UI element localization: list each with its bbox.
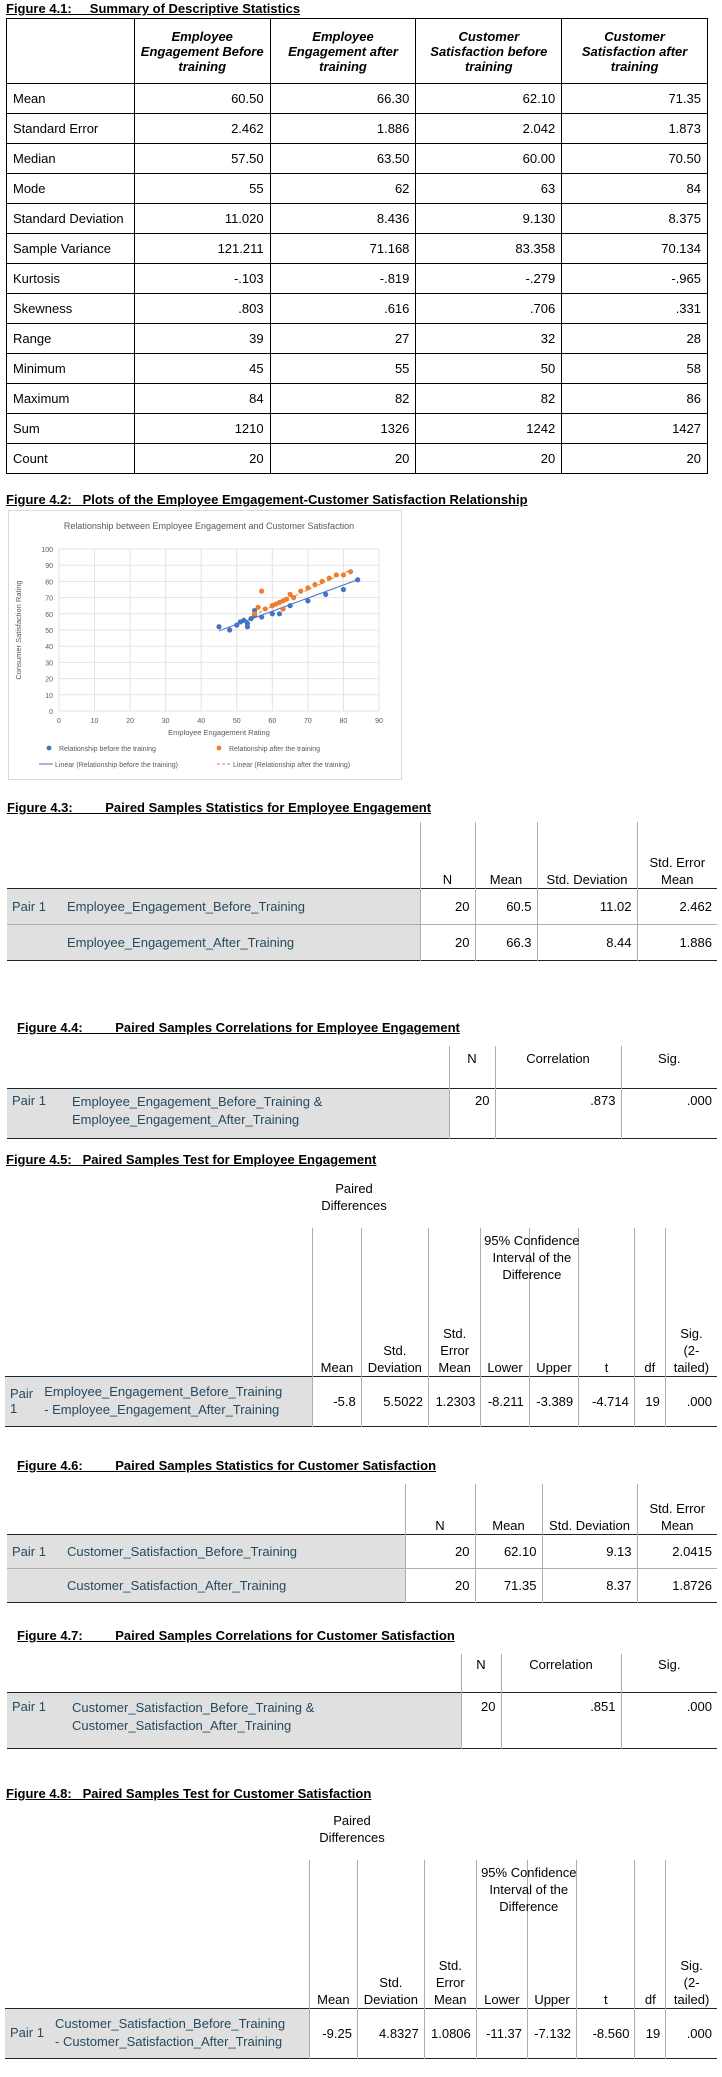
- n-cell: 20: [449, 1088, 495, 1138]
- mean-cell: 66.3: [475, 924, 537, 960]
- figure-4-2-title: Figure 4.2: Plots of the Employee Emgagement-Customer Satisfaction Relationship: [6, 492, 528, 507]
- data-point-after: [263, 606, 268, 611]
- column-header: N: [461, 1654, 501, 1692]
- value-cell: 45: [134, 354, 270, 384]
- x-tick-label: 70: [303, 718, 312, 725]
- value-cell: 71.35: [562, 84, 708, 114]
- variable-label: Customer_Satisfaction_Before_Training: [62, 1534, 405, 1568]
- value-cell: -.819: [270, 264, 416, 294]
- pair-label: Pair 1: [7, 1088, 67, 1138]
- figure-4-7-title: Figure 4.7: Paired Samples Correlations for Customer Satisfaction: [17, 1628, 455, 1643]
- column-header: Correlation: [495, 1046, 621, 1088]
- column-header: Sig.: [621, 1046, 717, 1088]
- row-label: Mode: [7, 174, 135, 204]
- y-tick-label: 80: [45, 579, 53, 587]
- y-axis-label: Consumer Satisfaction Rating: [14, 580, 23, 680]
- value-cell: 2.462: [134, 114, 270, 144]
- figure-4-8-title: Figure 4.8: Paired Samples Test for Customer Satisfaction: [6, 1786, 372, 1801]
- data-point-before: [305, 598, 310, 603]
- value-cell: 20: [562, 444, 708, 474]
- y-tick-label: 60: [45, 611, 53, 619]
- value-cell: 1210: [134, 414, 270, 444]
- value-cell: 32: [416, 324, 562, 354]
- row-label: Kurtosis: [7, 264, 135, 294]
- data-point-after: [348, 569, 353, 574]
- pair-label-empty: [7, 924, 62, 960]
- value-cell: .331: [562, 294, 708, 324]
- sig-cell: .000: [621, 1692, 717, 1748]
- value-cell: -.279: [416, 264, 562, 294]
- pair-label: Pair 1: [7, 1692, 67, 1748]
- value-cell: 84: [562, 174, 708, 204]
- x-tick-label: 40: [197, 718, 206, 725]
- column-header: Customer Satisfaction before training: [416, 19, 562, 84]
- value-cell: 60.50: [134, 84, 270, 114]
- value-cell: 27: [270, 324, 416, 354]
- df-cell: 19: [634, 1376, 665, 1426]
- column-header: N: [405, 1484, 475, 1534]
- row-label: Minimum: [7, 354, 135, 384]
- mean-cell: 60.5: [475, 888, 537, 924]
- figure-4-6-title: Figure 4.6: Paired Samples Statistics for Customer Satisfaction: [17, 1458, 437, 1473]
- value-cell: 1427: [562, 414, 708, 444]
- upper-cell: -3.389: [529, 1376, 578, 1426]
- table-row: [7, 414, 708, 444]
- data-point-before: [270, 611, 275, 616]
- std-deviation-cell: 8.44: [537, 924, 637, 960]
- column-header: Std. Deviation: [542, 1484, 637, 1534]
- chart-title: Relationship between Employee Engagement and Customer Satisfaction: [63, 521, 355, 531]
- header-empty: [7, 822, 62, 888]
- column-header: N: [449, 1046, 495, 1088]
- table-row: [7, 144, 708, 174]
- row-label: Range: [7, 324, 135, 354]
- x-tick-label: 10: [90, 718, 99, 725]
- y-tick-label: 40: [45, 644, 53, 652]
- value-cell: 55: [270, 354, 416, 384]
- table-row: [7, 324, 708, 354]
- value-cell: 1.873: [562, 114, 708, 144]
- data-point-after: [320, 579, 325, 584]
- column-header: N: [420, 822, 475, 888]
- pair-label: Pair 1: [5, 1376, 39, 1426]
- x-tick-label: 0: [57, 718, 61, 725]
- value-cell: 82: [270, 384, 416, 414]
- row-label: Count: [7, 444, 135, 474]
- y-tick-label: 0: [49, 709, 53, 716]
- table-header-row: [7, 19, 708, 84]
- x-tick-label: 20: [126, 718, 135, 725]
- value-cell: 71.168: [270, 234, 416, 264]
- y-tick-label: 70: [45, 595, 53, 603]
- sig-cell: .000: [666, 2008, 717, 2058]
- column-header: Std. Error Mean: [428, 1228, 480, 1376]
- figure-4-1-title: Figure 4.1: Summary of Descriptive Statistics: [6, 1, 301, 16]
- y-tick-label: 90: [45, 563, 53, 571]
- value-cell: 63.50: [270, 144, 416, 174]
- x-tick-label: 50: [232, 718, 241, 725]
- column-header: Mean: [475, 822, 537, 888]
- std-deviation-cell: 5.5022: [361, 1376, 428, 1426]
- data-point-after: [298, 589, 303, 594]
- value-cell: .616: [270, 294, 416, 324]
- value-cell: .706: [416, 294, 562, 324]
- n-cell: 20: [420, 888, 475, 924]
- row-label: Skewness: [7, 294, 135, 324]
- column-header: Std. Error Mean: [424, 1860, 476, 2008]
- value-cell: 20: [416, 444, 562, 474]
- pair-label: Pair 1: [7, 1534, 62, 1568]
- row-label: Median: [7, 144, 135, 174]
- value-cell: 1242: [416, 414, 562, 444]
- sig-cell: .000: [665, 1376, 717, 1426]
- std-deviation-cell: 4.8327: [357, 2008, 424, 2058]
- value-cell: 8.375: [562, 204, 708, 234]
- data-point-after: [284, 597, 289, 602]
- table-row: [7, 1692, 717, 1748]
- column-header: Std. Error Mean: [637, 1484, 717, 1534]
- value-cell: .803: [134, 294, 270, 324]
- paired-samples-test-employee-table: [5, 1228, 717, 1427]
- value-cell: 70.50: [562, 144, 708, 174]
- t-cell: -8.560: [577, 2008, 635, 2058]
- value-cell: 1.886: [270, 114, 416, 144]
- pair-label: Pair 1: [7, 888, 62, 924]
- column-header: Correlation: [501, 1654, 621, 1692]
- std-deviation-cell: 8.37: [542, 1568, 637, 1602]
- df-cell: 19: [635, 2008, 666, 2058]
- column-header: df: [634, 1228, 665, 1376]
- row-label: Maximum: [7, 384, 135, 414]
- mean-cell: -5.8: [313, 1376, 362, 1426]
- figure-4-3-title: Figure 4.3: Paired Samples Statistics for Employee Engagement: [7, 800, 432, 815]
- table-row: [7, 384, 708, 414]
- data-point-after: [259, 589, 264, 594]
- paired-samples-statistics-employee-table: [7, 822, 717, 961]
- data-point-before: [245, 621, 250, 626]
- value-cell: 62: [270, 174, 416, 204]
- table-row: [7, 354, 708, 384]
- confidence-interval-header: 95% Confidence Interval of the Difference: [481, 1865, 577, 1914]
- data-point-before: [355, 577, 360, 582]
- column-header: Mean: [313, 1228, 362, 1376]
- data-point-before: [341, 587, 346, 592]
- lower-cell: -11.37: [476, 2008, 527, 2058]
- corner-cell: [7, 19, 135, 84]
- std-deviation-cell: 11.02: [537, 888, 637, 924]
- figure-4-5-title: Figure 4.5: Paired Samples Test for Employee Engagement: [6, 1152, 377, 1167]
- table-row: [7, 444, 708, 474]
- data-point-before: [288, 603, 293, 608]
- value-cell: -.103: [134, 264, 270, 294]
- variable-label: Employee_Engagement_After_Training: [62, 924, 420, 960]
- column-header: Std. Deviation: [357, 1860, 424, 2008]
- column-header: Upper: [529, 1228, 578, 1376]
- x-tick-label: 80: [339, 718, 348, 725]
- data-point-before: [323, 592, 328, 597]
- value-cell: 50: [416, 354, 562, 384]
- paired-samples-correlations-employee-table: [7, 1046, 717, 1139]
- value-cell: 62.10: [416, 84, 562, 114]
- pair-label: Pair 1: [5, 2008, 50, 2058]
- mean-cell: 71.35: [475, 1568, 542, 1602]
- sig-cell: .000: [621, 1088, 717, 1138]
- value-cell: 84: [134, 384, 270, 414]
- data-point-after: [280, 606, 285, 611]
- table-header-row: [7, 1046, 717, 1088]
- data-point-before: [227, 627, 232, 632]
- value-cell: 11.020: [134, 204, 270, 234]
- value-cell: 82: [416, 384, 562, 414]
- column-header: df: [635, 1860, 666, 2008]
- table-header-row: [7, 1484, 717, 1534]
- y-tick-label: 100: [41, 547, 53, 554]
- table-header-row: [7, 822, 717, 888]
- table-row: [7, 234, 708, 264]
- data-point-before: [259, 614, 264, 619]
- mean-cell: -9.25: [309, 2008, 357, 2058]
- x-tick-label: 30: [161, 718, 170, 725]
- n-cell: 20: [461, 1692, 501, 1748]
- data-point-after: [305, 585, 310, 590]
- value-cell: -.965: [562, 264, 708, 294]
- std-deviation-cell: 9.13: [542, 1534, 637, 1568]
- table-row: [7, 1568, 717, 1602]
- std-error-cell: 1.2303: [428, 1376, 480, 1426]
- column-header: Customer Satisfaction after training: [562, 19, 708, 84]
- lower-cell: -8.211: [481, 1376, 529, 1426]
- value-cell: 60.00: [416, 144, 562, 174]
- mean-cell: 62.10: [475, 1534, 542, 1568]
- descriptive-statistics-table: [6, 18, 708, 474]
- table-row: [7, 924, 717, 960]
- column-header: Std. Deviation: [537, 822, 637, 888]
- column-header: 95% Confidence Interval of the Difference Lower: [481, 1228, 529, 1376]
- table-header-row: [5, 1860, 717, 2008]
- value-cell: 63: [416, 174, 562, 204]
- legend-label: Relationship after the training: [229, 746, 321, 753]
- table-header-row: [7, 1654, 717, 1692]
- paired-samples-test-customer-table: [5, 1860, 717, 2059]
- data-point-after: [341, 572, 346, 577]
- x-tick-label: 90: [375, 718, 383, 725]
- row-label: Standard Error: [7, 114, 135, 144]
- value-cell: 9.130: [416, 204, 562, 234]
- t-cell: -4.714: [579, 1376, 635, 1426]
- column-header: Std. Deviation: [361, 1228, 428, 1376]
- x-axis-label: Employee Engagement Rating: [168, 728, 270, 737]
- row-label: Standard Deviation: [7, 204, 135, 234]
- header-empty: [62, 822, 420, 888]
- correlation-cell: .851: [501, 1692, 621, 1748]
- value-cell: 8.436: [270, 204, 416, 234]
- header-empty: [67, 1046, 449, 1088]
- value-cell: 70.134: [562, 234, 708, 264]
- std-error-cell: 2.462: [637, 888, 717, 924]
- y-tick-label: 50: [45, 628, 53, 635]
- table-row: [5, 2008, 717, 2058]
- column-header: Employee Engagement Before training: [134, 19, 270, 84]
- table-row: [7, 114, 708, 144]
- value-cell: 57.50: [134, 144, 270, 174]
- variable-label: Customer_Satisfaction_After_Training: [62, 1568, 405, 1602]
- value-cell: 66.30: [270, 84, 416, 114]
- std-error-cell: 1.0806: [424, 2008, 476, 2058]
- paired-samples-statistics-customer-table: [7, 1484, 717, 1603]
- data-point-after: [252, 611, 257, 616]
- legend-marker-after: [217, 746, 222, 751]
- variable-label: Employee_Engagement_Before_Training - Employee_Engagement_After_Training: [39, 1376, 313, 1426]
- column-header: Sig. (2-tailed): [665, 1228, 717, 1376]
- figure-4-4-title: Figure 4.4: Paired Samples Correlations for Employee Engagement: [17, 1020, 460, 1035]
- column-header: Mean: [309, 1860, 357, 2008]
- table-header-row: [5, 1228, 717, 1376]
- value-cell: 1326: [270, 414, 416, 444]
- data-point-after: [256, 605, 261, 610]
- variable-label: Employee_Engagement_Before_Training: [62, 888, 420, 924]
- data-point-before: [277, 611, 282, 616]
- table-row: [7, 1534, 717, 1568]
- std-error-cell: 1.8726: [637, 1568, 717, 1602]
- n-cell: 20: [405, 1534, 475, 1568]
- data-point-after: [327, 576, 332, 581]
- confidence-interval-header: 95% Confidence Interval of the Difference: [484, 1233, 580, 1282]
- column-header: Sig.: [621, 1654, 717, 1692]
- column-header: Upper: [528, 1860, 577, 2008]
- column-header: 95% Confidence Interval of the Difference Lower: [476, 1860, 527, 2008]
- std-error-cell: 2.0415: [637, 1534, 717, 1568]
- column-header: t: [577, 1860, 635, 2008]
- value-cell: 83.358: [416, 234, 562, 264]
- y-tick-label: 20: [45, 676, 53, 684]
- data-point-before: [216, 624, 221, 629]
- correlation-cell: .873: [495, 1088, 621, 1138]
- n-cell: 20: [405, 1568, 475, 1602]
- value-cell: 20: [134, 444, 270, 474]
- upper-cell: -7.132: [528, 2008, 577, 2058]
- paired-differences-header: Paired Differences: [321, 1181, 387, 1213]
- table-row: [5, 1376, 717, 1426]
- data-point-after: [312, 582, 317, 587]
- paired-differences-header: Paired Differences: [319, 1813, 385, 1845]
- variable-label: Employee_Engagement_Before_Training & Employee_Engagement_After_Training: [67, 1088, 449, 1138]
- table-row: [7, 294, 708, 324]
- value-cell: 58: [562, 354, 708, 384]
- table-row: [7, 1088, 717, 1138]
- scatter-chart-svg: [9, 511, 401, 779]
- variable-label: Customer_Satisfaction_Before_Training - Customer_Satisfaction_After_Training: [50, 2008, 309, 2058]
- value-cell: 39: [134, 324, 270, 354]
- row-label: Mean: [7, 84, 135, 114]
- column-header: Std. Error Mean: [637, 822, 717, 888]
- legend-label: Linear (Relationship after the training): [233, 762, 351, 769]
- pair-label-empty: [7, 1568, 62, 1602]
- legend-label: Relationship before the training: [59, 746, 156, 753]
- column-header: Employee Engagement after training: [270, 19, 416, 84]
- column-header: Mean: [475, 1484, 542, 1534]
- table-row: [7, 174, 708, 204]
- y-tick-label: 30: [45, 660, 53, 668]
- legend-label: Linear (Relationship before the training): [55, 762, 178, 769]
- legend-marker-before: [47, 746, 52, 751]
- column-header: t: [579, 1228, 635, 1376]
- column-header: Sig. (2-tailed): [666, 1860, 717, 2008]
- table-row: [7, 264, 708, 294]
- n-cell: 20: [420, 924, 475, 960]
- scatter-chart: [8, 510, 402, 780]
- row-label: Sum: [7, 414, 135, 444]
- data-point-after: [334, 572, 339, 577]
- y-tick-label: 10: [45, 692, 53, 700]
- table-row: [7, 888, 717, 924]
- row-label: Sample Variance: [7, 234, 135, 264]
- value-cell: 2.042: [416, 114, 562, 144]
- value-cell: 28: [562, 324, 708, 354]
- value-cell: 121.211: [134, 234, 270, 264]
- table-row: [7, 84, 708, 114]
- value-cell: 55: [134, 174, 270, 204]
- variable-label: Customer_Satisfaction_Before_Training & Customer_Satisfaction_After_Training: [67, 1692, 461, 1748]
- x-tick-label: 60: [268, 718, 277, 725]
- data-point-after: [291, 595, 296, 600]
- table-row: [7, 204, 708, 234]
- value-cell: 86: [562, 384, 708, 414]
- value-cell: 20: [270, 444, 416, 474]
- std-error-cell: 1.886: [637, 924, 717, 960]
- paired-samples-correlations-customer-table: [7, 1654, 717, 1749]
- header-empty: [7, 1046, 67, 1088]
